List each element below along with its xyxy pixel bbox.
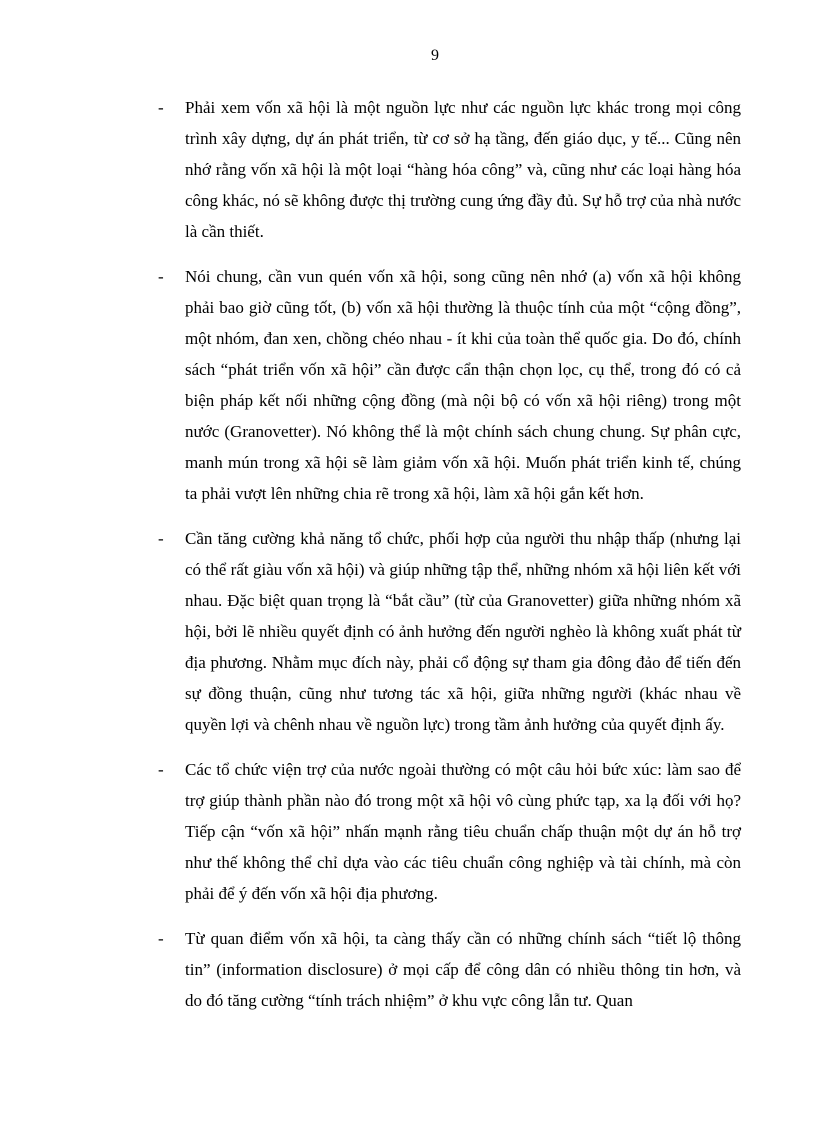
list-item xyxy=(158,523,741,740)
list-item-text: Từ quan điểm vốn xã hội, ta càng thấy cần có những chính sách “tiết lộ thông tin” (information disclosure) ở mọi cấp để công dân có nhiều thông tin hơn, và do đó tăng cường “tính trách nhiệm” ở khu vực công lẫn tư. Quan xyxy=(185,929,741,1010)
list-marker: - xyxy=(158,267,164,286)
list-marker: - xyxy=(158,98,164,117)
list-item xyxy=(158,261,741,509)
list-item-text: Các tổ chức viện trợ của nước ngoài thường có một câu hỏi bức xúc: làm sao để trợ giúp thành phần nào đó trong một xã hội vô cùng phức tạp, xa lạ đối với họ? Tiếp cận “vốn xã hội” nhấn mạnh rằng tiêu chuẩn chấp thuận một dự án hỗ trợ như thế không thể chỉ dựa vào các tiêu chuẩn công nghiệp và tài chính, mà còn phải để ý đến vốn xã hội địa phương. xyxy=(185,760,741,903)
list-item-text: Phải xem vốn xã hội là một nguồn lực như các nguồn lực khác trong mọi công trình xây dựng, dự án phát triển, từ cơ sở hạ tầng, đến giáo dục, y tế... Cũng nên nhớ rằng vốn xã hội là một loại “hàng hóa công” và, cũng như các loại hàng hóa công khác, nó sẽ không được thị trường cung ứng đầy đủ. Sự hỗ trợ của nhà nước là cần thiết. xyxy=(185,98,741,241)
list-item-text: Cần tăng cường khả năng tổ chức, phối hợp của người thu nhập thấp (nhưng lại có thể rất giàu vốn xã hội) và giúp những tập thể, những nhóm xã hội liên kết với nhau. Đặc biệt quan trọng là “bắt cầu” (từ của Granovetter) giữa những nhóm xã hội, bởi lẽ nhiều quyết định có ảnh hưởng đến người nghèo là không xuất phát từ địa phương. Nhằm mục đích này, phải cổ động sự tham gia đông đảo để tiến đến sự đồng thuận, cũng như tương tác xã hội, giữa những người (khác nhau về quyền lợi và chênh nhau về nguồn lực) trong tầm ảnh hưởng của quyết định ấy. xyxy=(185,529,741,734)
list-item-text: Nói chung, cần vun quén vốn xã hội, song cũng nên nhớ (a) vốn xã hội không phải bao giờ cũng tốt, (b) vốn xã hội thường là thuộc tính của một “cộng đồng”, một nhóm, đan xen, chồng chéo nhau - ít khi của toàn thể quốc gia. Do đó, chính sách “phát triển vốn xã hội” cần được cẩn thận chọn lọc, cụ thể, trong đó có cả biện pháp kết nối những cộng đồng (mà nội bộ có vốn xã hội riêng) trong một nước (Granovetter). Nó không thể là một chính sách chung chung. Sự phân cực, manh mún trong xã hội sẽ làm giảm vốn xã hội. Muốn phát triển kinh tế, chúng ta phải vượt lên những chia rẽ trong xã hội, làm xã hội gắn kết hơn. xyxy=(185,267,741,503)
list-marker: - xyxy=(158,529,164,548)
list-item xyxy=(158,754,741,909)
list-item xyxy=(158,92,741,247)
list-item xyxy=(158,923,741,1016)
list-marker: - xyxy=(158,760,164,779)
page-number: 9 xyxy=(431,47,439,64)
list-marker: - xyxy=(158,929,164,948)
bullet-list xyxy=(158,92,741,1016)
